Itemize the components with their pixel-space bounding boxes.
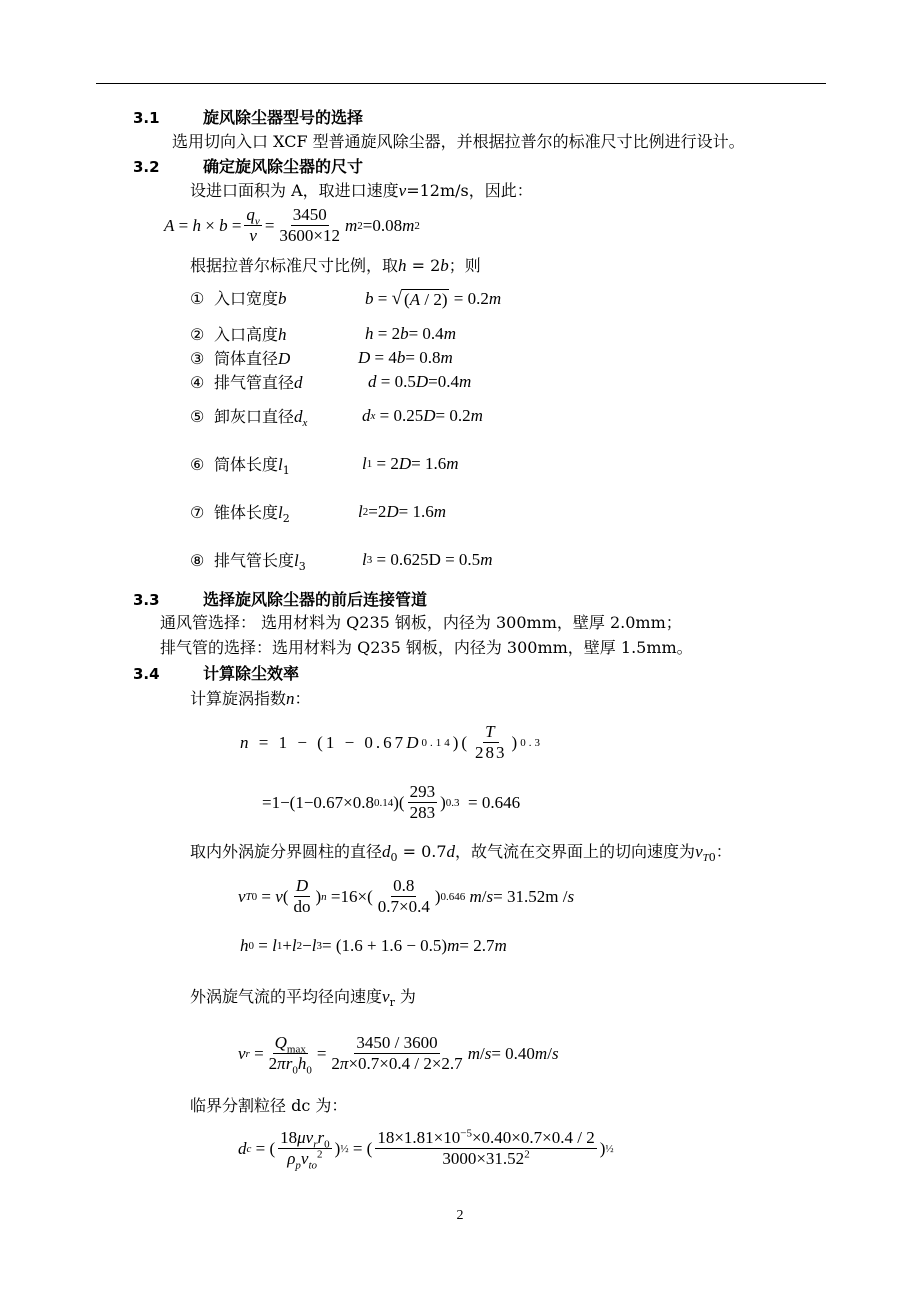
item-marker: ⑧ <box>190 551 205 570</box>
text-run: 外涡旋气流的平均径向速度 <box>190 987 383 1006</box>
item-label: 排气管长度 <box>214 551 295 570</box>
header-rule <box>96 83 826 84</box>
text-run: 取内外涡旋分界圆柱的直径 <box>190 842 383 861</box>
text-run: =12m/s，因此： <box>406 181 533 200</box>
text-run: ，故气流在交界面上的切向速度为 <box>455 842 696 861</box>
item-marker: ② <box>190 325 205 344</box>
list-item: ⑥ 筒体长度$l_1$ <box>190 455 290 478</box>
section-number: 3.3 <box>133 591 160 609</box>
text-run: 设进口面积为 A，取进口速度 <box>190 181 399 200</box>
item-label: 筒体长度 <box>214 455 279 474</box>
equation: h = 2 b = 0.4 m <box>365 324 456 343</box>
section-title: 旋风除尘器型号的选择 <box>203 108 364 127</box>
item-label: 入口宽度 <box>214 289 279 308</box>
paragraph: 根据拉普尔标准尺寸比例，取h = 2b；则 <box>190 256 481 275</box>
text-run: ： <box>715 842 732 861</box>
equation-area: A = h × b = $\frac{q_v}{v}$ = $\frac{3450}{3600\times 12}$ m 2 =0.08 m 2 <box>164 205 420 245</box>
equation: d c = ( $\frac{18\mu v_rr_0}{\rho_pv_{to}^2}$ ) ½ = ( $\frac{18\times 1.81\times 10^{-5}\times 0.40\times 0.7\times 0.4 / 2}{3000\times 31.52^2}$ ) ½ <box>238 1127 614 1172</box>
paragraph: 通风管选择： 选用材料为 Q235 钢板，内径为 300mm，壁厚 2.0mm； <box>160 613 682 632</box>
item-marker: ⑤ <box>190 407 205 426</box>
list-item: ⑧ 排气管长度$l_3$ <box>190 551 306 574</box>
page-number: 2 <box>456 1208 464 1223</box>
paragraph: 设进口面积为 A，取进口速度v=12m/s，因此： <box>190 181 533 200</box>
equation: d = 0.5 D =0.4 m <box>368 372 472 391</box>
list-item: ③ 筒体直径D <box>190 349 291 368</box>
section-number: 3.1 <box>133 109 160 127</box>
section-title: 计算除尘效率 <box>203 664 300 683</box>
list-item: ④ 排气管直径d <box>190 373 303 392</box>
item-marker: ① <box>190 289 205 308</box>
section-number: 3.4 <box>133 665 160 683</box>
equation: v r = $\frac{Q_{max}}{2\pi r_0h_0}$ = $\frac{3450 / 3600}{2\pi\times 0.7\times 0.4 / 2\times 2.7}$ m / s = 0.40 m / s <box>238 1033 559 1077</box>
list-item: ⑦ 锥体长度$l_2$ <box>190 503 290 526</box>
item-label: 入口高度 <box>214 325 279 344</box>
item-marker: ③ <box>190 349 205 368</box>
paragraph: 排气管的选择：选用材料为 Q235 钢板，内径为 300mm，壁厚 1.5mm。 <box>160 638 693 657</box>
paragraph: 选用切向入口 XCF 型普通旋风除尘器，并根据拉普尔的标准尺寸比例进行设计。 <box>172 132 745 151</box>
equation: D = 4 b = 0.8 m <box>358 348 453 367</box>
section-title: 确定旋风除尘器的尺寸 <box>203 157 364 176</box>
item-label: 排气管直径 <box>214 373 295 392</box>
paragraph: 取内外涡旋分界圆柱的直径$d_0 = 0.7d$，故气流在交界面上的切向速度为$v_{T0}$： <box>190 842 732 865</box>
equation: d x = 0.25 D = 0.2 m <box>362 406 483 425</box>
item-label: 锥体长度 <box>214 503 279 522</box>
item-marker: ⑦ <box>190 503 205 522</box>
section-title: 选择旋风除尘器的前后连接管道 <box>203 590 428 609</box>
text-run: ；则 <box>448 256 481 275</box>
item-marker: ④ <box>190 373 205 392</box>
equation: =1−(1−0.67×0.8 0.14 )( $\frac{293}{283}$ ) 0.3 = 0.646 <box>262 782 521 822</box>
equation: h 0 = l 1 + l 2 − l 3 = (1.6 + 1.6 − 0.5) m = 2.7 m <box>240 936 507 955</box>
equation: l 2 =2 D = 1.6 m <box>358 502 446 521</box>
text-run: ： <box>294 689 311 708</box>
text-run: 根据拉普尔标准尺寸比例，取 <box>190 256 399 275</box>
item-marker: ⑥ <box>190 455 205 474</box>
equation: l 3 = 0.625D = 0.5 m <box>362 550 493 569</box>
text-run: 为 <box>399 987 416 1006</box>
section-number: 3.2 <box>133 158 160 176</box>
paragraph: 计算旋涡指数n： <box>190 689 311 708</box>
equation: v T0 = v ( $\frac{D}{do}$ ) n =16×( $\frac{0.8}{0.7\times 0.4}$ ) 0.646 m / s = 31.52m / s <box>238 876 575 916</box>
paragraph: 临界分割粒径 dc 为： <box>190 1096 348 1115</box>
equation: b = √ (A / 2) = 0.2 m <box>365 288 502 309</box>
paragraph: 外涡旋气流的平均径向速度$v_r$ 为 <box>190 987 416 1010</box>
text-run: 计算旋涡指数 <box>190 689 287 708</box>
item-label: 筒体直径 <box>214 349 279 368</box>
equation: l 1 = 2 D = 1.6 m <box>362 454 459 473</box>
list-item: ⑤ 卸灰口直径$d_x$ <box>190 407 308 430</box>
list-item: ② 入口高度h <box>190 325 287 344</box>
item-label: 卸灰口直径 <box>214 407 295 426</box>
equation: n = 1 − (1 − 0.67 D 0.14 )( $\frac{T}{283}$ ) 0.3 <box>240 722 543 762</box>
list-item: ① 入口宽度b <box>190 289 287 308</box>
